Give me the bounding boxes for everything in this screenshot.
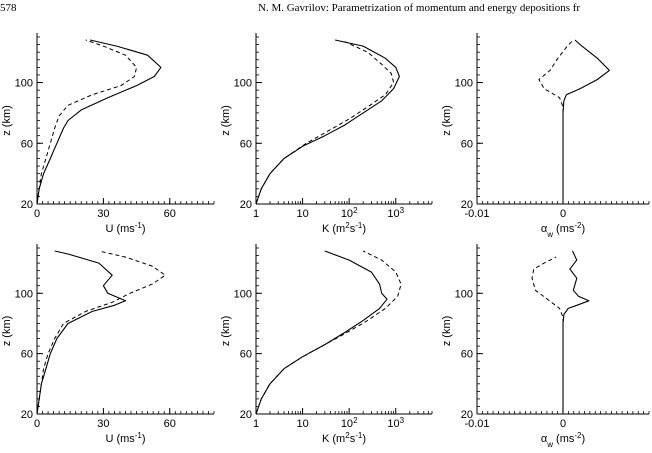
x-tick-label: 30 — [97, 208, 110, 220]
y-tick-label: 20 — [239, 199, 252, 211]
chart-panel-top-middle — [220, 33, 432, 235]
series-line-dashed — [37, 40, 137, 204]
chart-panel-top-left — [1, 33, 214, 235]
series-line-dashed — [532, 257, 563, 414]
series-line-solid — [256, 251, 387, 414]
series-line-solid — [563, 251, 589, 414]
page-number: 578 — [0, 2, 17, 14]
x-axis-label: $\alpha_w$ $(ms^{-2})$ — [540, 220, 586, 239]
series-line-dashed — [256, 251, 401, 414]
x-tick-label: 0 — [559, 418, 567, 430]
x-axis-label: U $(ms^{-1})$ — [105, 430, 146, 445]
x-tick-label: 0 — [559, 208, 567, 220]
y-tick-label: 100 — [14, 77, 33, 90]
chart-panel-top-right — [441, 33, 649, 239]
y-tick-label: 100 — [233, 77, 252, 90]
x-tick-label: $10^2$ — [340, 205, 358, 220]
x-tick-label: 1 — [252, 418, 260, 430]
x-tick-label: $10^3$ — [387, 205, 405, 220]
x-axis-label: U $(ms^{-1})$ — [105, 220, 146, 235]
x-tick-label: 60 — [163, 208, 176, 220]
x-tick-label: 1 — [252, 208, 260, 220]
x-axis-label: K $(m^2s^{-1})$ — [322, 430, 366, 445]
y-tick-label: 100 — [454, 77, 473, 90]
chart-panel-bottom-middle — [220, 244, 432, 445]
x-tick-label: $10^2$ — [340, 415, 358, 430]
series-line-solid — [37, 40, 161, 204]
series-line-dashed — [37, 251, 165, 414]
y-tick-label: 60 — [460, 348, 473, 361]
y-axis-label: z (km) — [441, 315, 453, 347]
x-axis-label: K $(m^2s^{-1})$ — [322, 220, 366, 235]
y-axis-label: z (km) — [1, 105, 13, 136]
x-tick-label: -0.01 — [464, 418, 490, 430]
y-tick-label: 20 — [460, 199, 473, 211]
series-line-solid — [37, 251, 126, 414]
x-tick-label: $10^3$ — [387, 415, 405, 430]
y-tick-label: 20 — [20, 199, 33, 211]
x-tick-label: 0 — [33, 418, 41, 430]
y-tick-label: 60 — [239, 348, 252, 361]
y-axis-label: z (km) — [441, 105, 453, 136]
x-tick-label: -0.01 — [464, 208, 490, 220]
running-head: N. M. Gavrilov: Parametrization of momentum and energy depositions fr — [258, 2, 581, 14]
y-tick-label: 100 — [233, 288, 252, 301]
series-line-dashed — [256, 42, 394, 204]
y-tick-label: 20 — [20, 409, 33, 421]
x-tick-label: 60 — [163, 418, 176, 430]
y-tick-label: 100 — [14, 288, 33, 301]
y-tick-label: 20 — [239, 409, 252, 421]
chart-panel-bottom-left — [1, 244, 214, 445]
x-tick-label: 10 — [296, 208, 309, 220]
series-line-solid — [563, 40, 609, 204]
x-tick-label: 30 — [97, 418, 110, 430]
y-axis-label: z (km) — [220, 315, 232, 347]
y-tick-label: 60 — [239, 138, 252, 151]
y-tick-label: 20 — [460, 409, 473, 421]
y-axis-label: z (km) — [1, 315, 13, 347]
y-tick-label: 60 — [20, 348, 33, 361]
y-tick-label: 100 — [454, 288, 473, 301]
y-tick-label: 60 — [20, 138, 33, 151]
chart-panel-bottom-right — [441, 244, 649, 449]
x-tick-label: 10 — [296, 418, 309, 430]
x-tick-label: 0 — [33, 208, 41, 220]
series-line-dashed — [539, 40, 573, 204]
y-tick-label: 60 — [460, 138, 473, 151]
series-line-solid — [256, 40, 399, 204]
x-axis-label: $\alpha_w$ $(ms^{-2})$ — [540, 430, 586, 449]
y-axis-label: z (km) — [220, 105, 232, 136]
